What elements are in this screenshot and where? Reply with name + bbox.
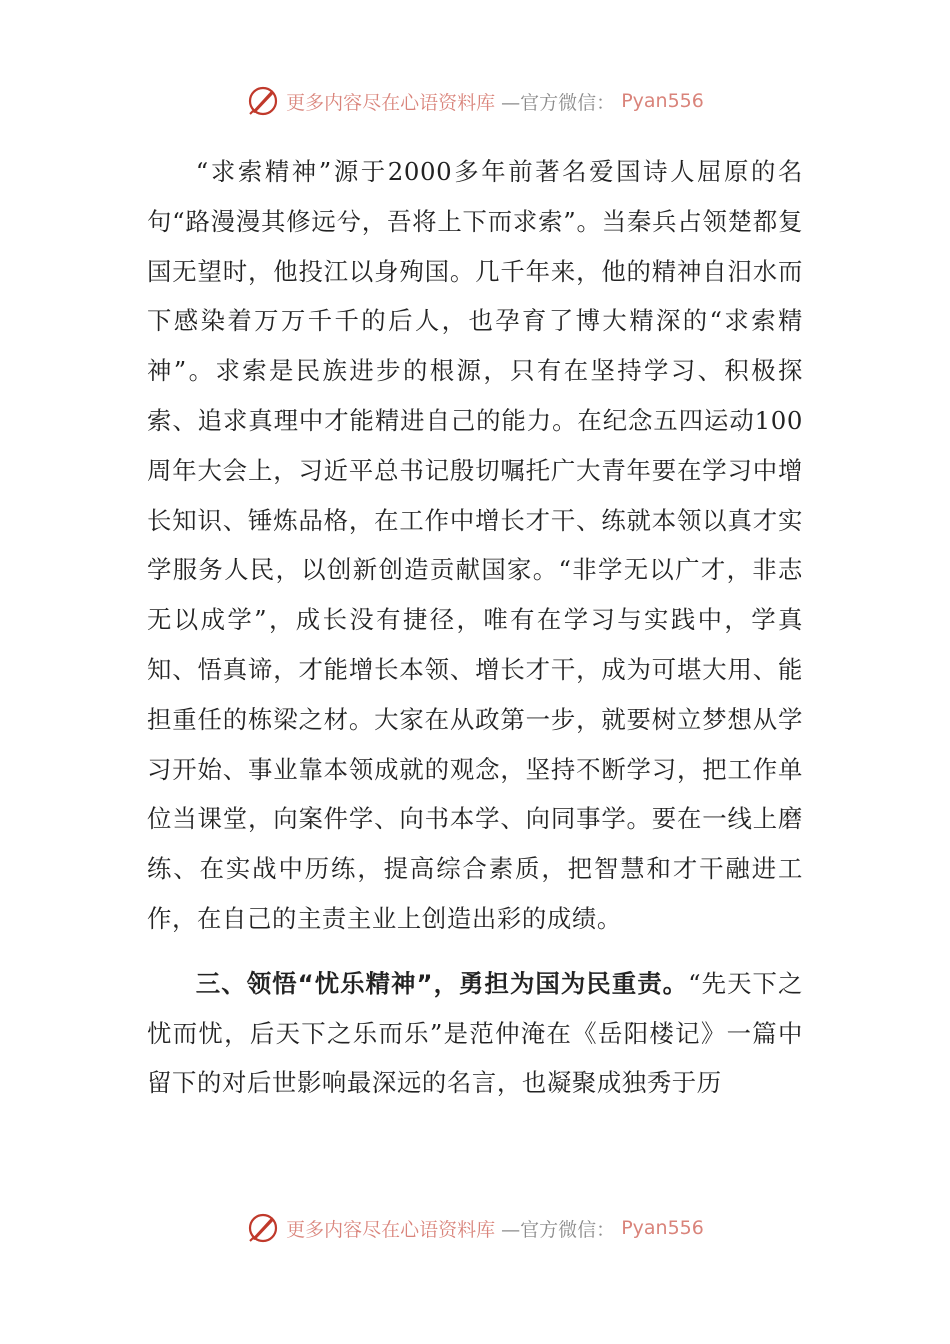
banner-wechat-id: Pyan556: [621, 90, 704, 112]
banner-title: 更多内容尽在心语资料库: [286, 1218, 496, 1241]
header-banner: [0, 84, 950, 118]
document-body: [147, 147, 803, 1108]
section-heading-three: 三、领悟“忧乐精神”，勇担为国为民重责。: [195, 968, 689, 998]
paragraph-youle: [147, 959, 803, 1108]
quill-logo-icon: [246, 84, 280, 118]
footer-banner: [0, 1211, 950, 1245]
quill-logo-icon: [246, 1211, 280, 1245]
banner-wechat-id: Pyan556: [621, 1217, 704, 1239]
banner-title: 更多内容尽在心语资料库: [286, 91, 496, 114]
banner-separator: —官方微信：: [501, 1218, 616, 1241]
banner-separator: —官方微信：: [501, 91, 616, 114]
paragraph-qiusuo: “求索精神”源于2000多年前著名爱国诗人屈原的名句“路漫漫其修远兮，吾将上下而求索”。当秦兵占领楚都复国无望时，他投江以身殉国。几千年来，他的精神自汨水而下感染着万万千千的后人，也孕育了博大精深的“求索精神”。求索是民族进步的根源，只有在坚持学习、积极探索、追求真理中才能精进自己的能力。在纪念五四运动100周年大会上，习近平总书记殷切嘱托广大青年要在学习中增长知识、锤炼品格，在工作中增长才干、练就本领以真才实学服务人民，以创新创造贡献国家。“非学无以广才，非志无以成学”，成长没有捷径，唯有在学习与实践中，学真知、悟真谛，才能增长本领、增长才干，成为可堪大用、能担重任的栋梁之材。大家在从政第一步，就要树立梦想从学习开始、事业靠本领成就的观念，坚持不断学习，把工作单位当课堂，向案件学、向书本学、向同事学。要在一线上磨练、在实战中历练，提高综合素质，把智慧和才干融进工作，在自己的主责主业上创造出彩的成绩。: [147, 157, 803, 933]
paragraph-youle-body: “先天下之忧而忧，后天下之乐而乐”是范仲淹在《岳阳楼记》一篇中留下的对后世影响最深远的名言，也凝聚成独秀于历: [147, 968, 803, 1098]
